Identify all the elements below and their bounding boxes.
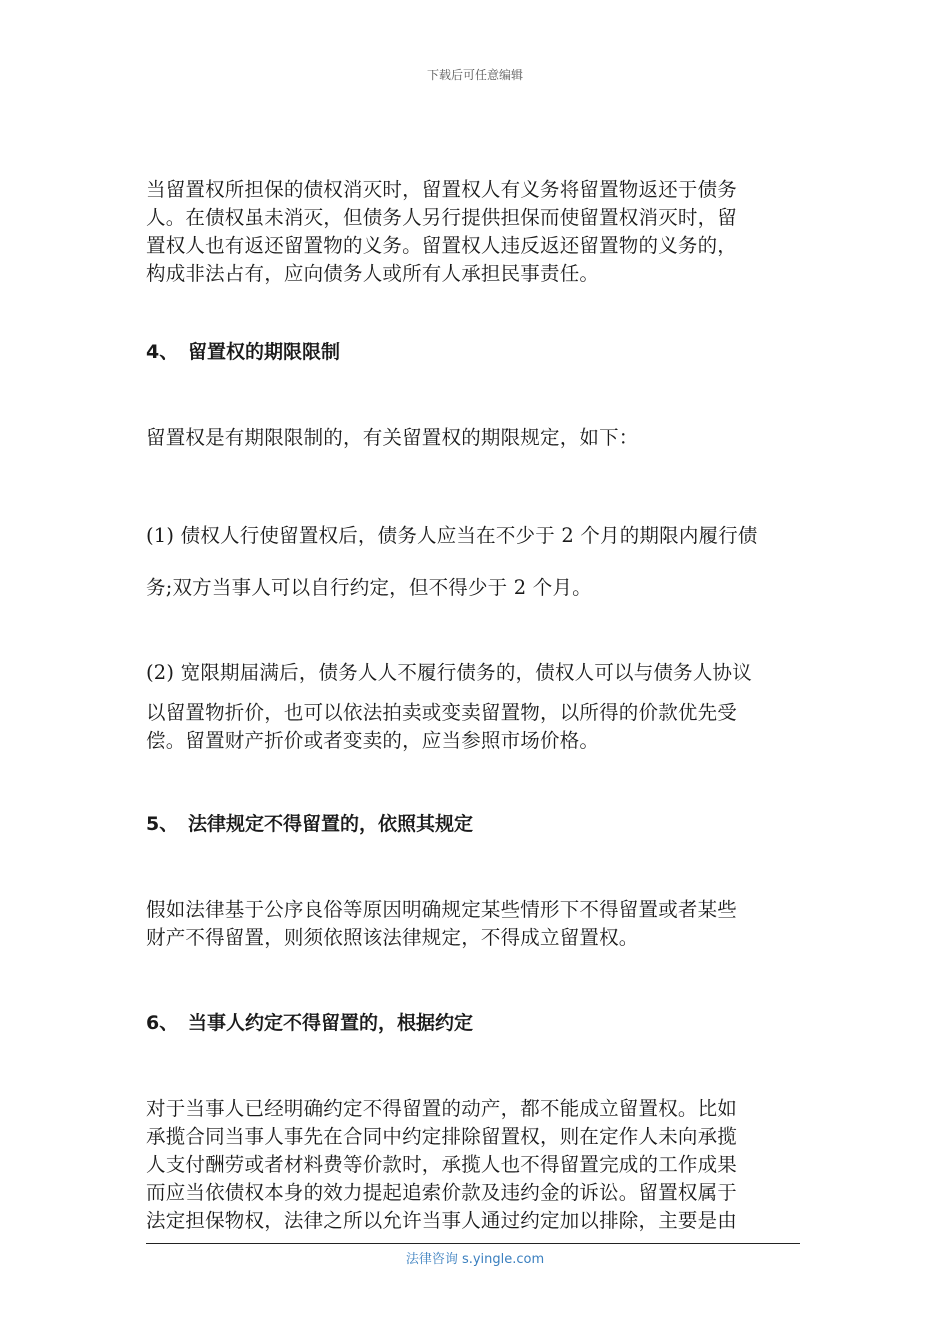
section-heading-5 bbox=[146, 809, 473, 836]
text-line: 当留置权所担保的债权消灭时，留置权人有义务将留置物返还于债务 bbox=[146, 178, 738, 201]
heading-title: 当事人约定不得留置的，根据约定 bbox=[188, 1012, 474, 1034]
paragraph-agreed-exclusion bbox=[146, 1095, 808, 1235]
heading-title: 留置权的期限限制 bbox=[188, 341, 341, 363]
text-line: (1) 债权人行使留置权后，债务人应当在不少于 2 个月的期限内履行债 bbox=[146, 524, 758, 547]
heading-number: 4、 bbox=[146, 341, 179, 363]
text-line: 对于当事人已经明确约定不得留置的动产，都不能成立留置权。比如 bbox=[146, 1097, 738, 1120]
text-line: 而应当依债权本身的效力提起追索价款及违约金的诉讼。留置权属于 bbox=[146, 1181, 738, 1204]
text-line: 法定担保物权，法律之所以允许当事人通过约定加以排除，主要是由 bbox=[146, 1209, 738, 1232]
heading-number: 6、 bbox=[146, 1012, 179, 1034]
text-line: 置权人也有返还留置物的义务。留置权人违反返还留置物的义务的， bbox=[146, 234, 738, 257]
text-line: 务;双方当事人可以自行约定，但不得少于 2 个月。 bbox=[146, 576, 592, 599]
section-heading-4 bbox=[146, 337, 340, 364]
paragraph-term-intro bbox=[146, 424, 808, 452]
paragraph-term-item-2 bbox=[146, 659, 808, 755]
footer-divider bbox=[146, 1243, 800, 1244]
header-note: 下载后可任意编辑 bbox=[426, 68, 523, 82]
text-line: 以留置物折价，也可以依法拍卖或变卖留置物，以所得的价款优先受 bbox=[146, 701, 738, 724]
text-line: 人。在债权虽未消灭，但债务人另行提供担保而使留置权消灭时，留 bbox=[146, 206, 738, 229]
text-line: 财产不得留置，则须依照该法律规定，不得成立留置权。 bbox=[146, 926, 639, 949]
paragraph-term-item-1 bbox=[146, 510, 808, 614]
heading-title: 法律规定不得留置的，依照其规定 bbox=[188, 813, 474, 835]
text-line: 偿。留置财产折价或者变卖的，应当参照市场价格。 bbox=[146, 729, 600, 752]
footer-link[interactable]: 法律咨询 s.yingle.com bbox=[405, 1252, 545, 1267]
heading-number: 5、 bbox=[146, 813, 179, 835]
text-line: 承揽合同当事人事先在合同中约定排除留置权，则在定作人未向承揽 bbox=[146, 1125, 738, 1148]
text-line: (2) 宽限期届满后，债务人人不履行债务的，债权人可以与债务人协议 bbox=[146, 661, 752, 684]
paragraph-legal-exclusion bbox=[146, 896, 808, 952]
section-heading-6 bbox=[146, 1008, 473, 1035]
text-line: 留置权是有期限限制的，有关留置权的期限规定，如下： bbox=[146, 426, 639, 449]
text-line: 人支付酬劳或者材料费等价款时，承揽人也不得留置完成的工作成果 bbox=[146, 1153, 738, 1176]
text-line: 假如法律基于公序良俗等原因明确规定某些情形下不得留置或者某些 bbox=[146, 898, 738, 921]
paragraph-return-obligation bbox=[146, 176, 808, 288]
text-line: 构成非法占有，应向债务人或所有人承担民事责任。 bbox=[146, 262, 600, 285]
